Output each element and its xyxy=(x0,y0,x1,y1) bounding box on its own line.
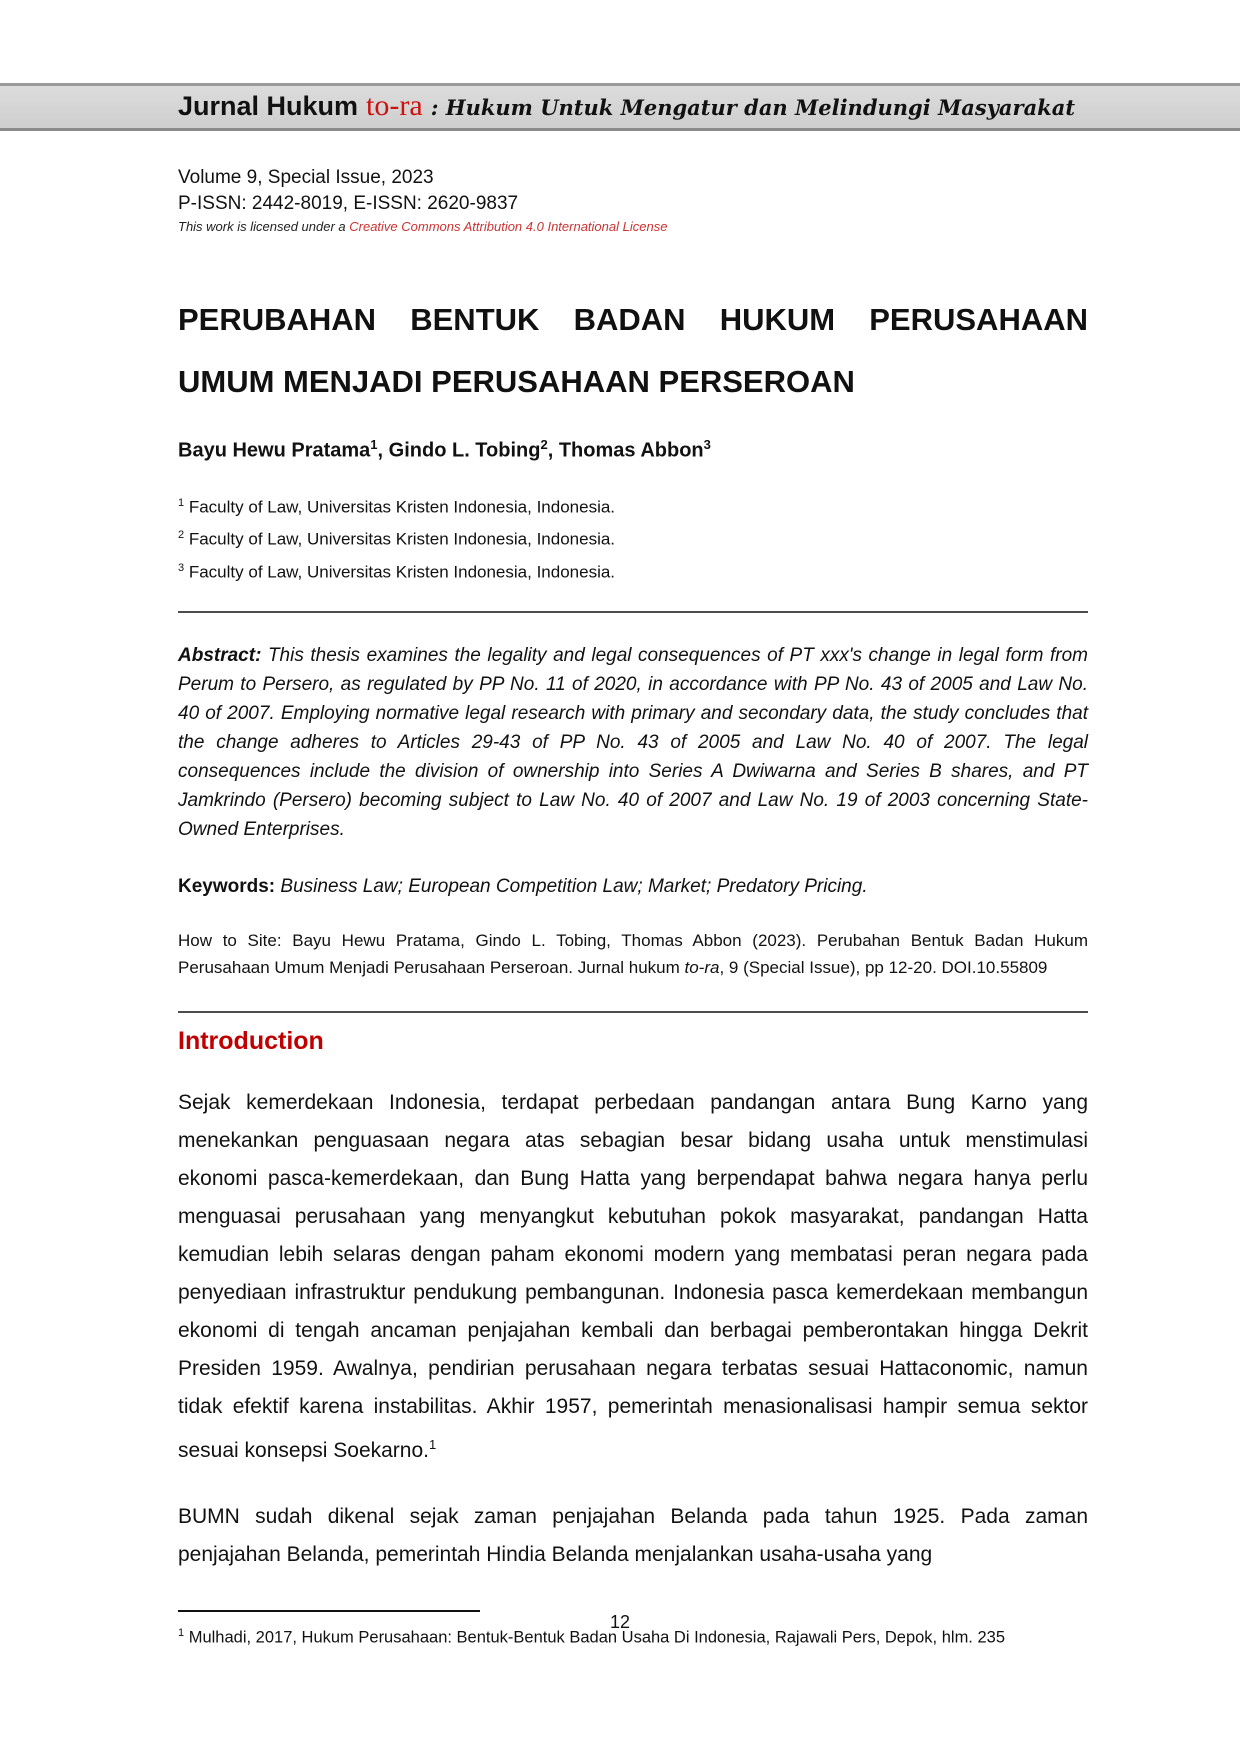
affiliation-text: Faculty of Law, Universitas Kristen Indonesia, Indonesia. xyxy=(184,529,616,549)
footnote-reference: 1 xyxy=(429,1436,437,1452)
footnote-body: Mulhadi, 2017, Hukum Perusahaan: Bentuk-Bentuk Badan Usaha Di Indonesia, Rajawali Pers, Depok, hlm. 235 xyxy=(184,1628,1006,1647)
license-link[interactable]: Creative Commons Attribution 4.0 International License xyxy=(349,219,668,234)
introduction-paragraph-1 xyxy=(178,1084,1088,1470)
abstract-text: This thesis examines the legality and legal consequences of PT xxx's change in legal form from Perum to Persero, as regulated by PP No. 11 of 2020, in accordance with PP No. 43 of 2005 and Law No. 40 of 2007. Employing normative legal research with primary and secondary data, the study concludes that the change adheres to Articles 29-43 of PP No. 43 of 2005 and Law No. 40 of 2007. The legal consequences include the division of ownership into Series A Dwiwarna and Series B shares, and PT Jamkrindo (Persero) becoming subject to Law No. 40 of 2007 and Law No. 19 of 2003 concerning State-Owned Enterprises. xyxy=(178,644,1088,840)
paragraph-text: Sejak kemerdekaan Indonesia, terdapat perbedaan pandangan antara Bung Karno yang menekankan penguasaan negara atas sebagian besar bidang usaha untuk menstimulasi ekonomi pasca-kemerdekaan, dan Bung Hatta yang berpendapat bahwa negara hanya perlu menguasai perusahaan yang menyangkut kebutuhan pokok masyarakat, pandangan Hatta kemudian lebih selaras dengan paham ekonomi modern yang membatasi peran negara pada penyediaan infrastruktur pendukung pembangunan. Indonesia pasca kemerdekaan membangun ekonomi di tengah ancaman penjajahan kembali dan berbagai pemberontakan hingga Dekrit Presiden 1959. Awalnya, pendirian perusahaan negara terbatas sesuai Hattaconomic, namun tidak efektif karena instabilitas. Akhir 1957, pemerintah menasionalisasi hampir semua sektor sesuai konsepsi Soekarno. xyxy=(178,1090,1088,1462)
issn-line: P-ISSN: 2442-8019, E-ISSN: 2620-9837 xyxy=(178,193,519,214)
citation-text: How to Site: Bayu Hewu Pratama, Gindo L. Tobing, Thomas Abbon (2023). Perubahan Bentuk Badan Hukum Perusahaan Umum Menjadi Perusahaan Perseroan. Jurnal hukum xyxy=(178,930,1088,977)
author-separator: , xyxy=(547,439,559,462)
abstract-label: Abstract: xyxy=(178,644,268,666)
citation-text-tail: , 9 (Special Issue), pp 12-20. DOI.10.55809 xyxy=(719,957,1048,977)
author-name: Bayu Hewu Pratama xyxy=(178,439,371,462)
license-prefix: This work is licensed under a xyxy=(178,219,350,234)
journal-name-tora: to-ra xyxy=(366,89,423,122)
journal-header-band xyxy=(0,83,1240,131)
license-line xyxy=(178,217,1088,237)
abstract-paragraph xyxy=(178,641,1088,844)
author-sup: 2 xyxy=(540,437,548,452)
affiliation-line xyxy=(178,489,1088,522)
affiliation-line xyxy=(178,521,1088,554)
citation-journal-name: to-ra xyxy=(684,957,720,977)
affiliation-text: Faculty of Law, Universitas Kristen Indonesia, Indonesia. xyxy=(184,562,616,582)
article-title: PERUBAHAN BENTUK BADAN HUKUM PERUSAHAAN UMUM MENJADI PERUSAHAAN PERSEROAN xyxy=(178,302,1088,399)
author-name: Thomas Abbon xyxy=(558,439,704,462)
page-number: 12 xyxy=(609,1612,631,1632)
journal-subtitle: : Hukum Untuk Mengatur dan Melindungi Masyarakat xyxy=(430,95,1076,120)
affiliation-sup: 1 xyxy=(178,496,185,509)
divider-rule-top xyxy=(178,611,1088,613)
article-content xyxy=(178,131,1088,1651)
authors-line xyxy=(178,437,1088,463)
introduction-paragraph-2: BUMN sudah dikenal sejak zaman penjajahan Belanda pada tahun 1925. Pada zaman penjajahan Belanda, pemerintah Hindia Belanda menjalankan usaha-usaha yang xyxy=(178,1504,1088,1566)
affiliation-text: Faculty of Law, Universitas Kristen Indonesia, Indonesia. xyxy=(184,497,616,517)
keywords-text: Business Law; European Competition Law; Market; Predatory Pricing. xyxy=(280,875,868,897)
author-sup: 1 xyxy=(370,437,378,452)
journal-name: Jurnal Hukum xyxy=(178,91,359,121)
author-separator: , xyxy=(377,439,389,462)
affiliation-line xyxy=(178,554,1088,587)
affiliations-block xyxy=(178,489,1088,587)
author-name: Gindo L. Tobing xyxy=(388,439,541,462)
affiliation-sup: 2 xyxy=(178,529,185,542)
divider-rule-bottom xyxy=(178,1011,1088,1013)
footnote-marker: 1 xyxy=(178,1626,185,1639)
keywords-label: Keywords: xyxy=(178,875,281,897)
volume-line: Volume 9, Special Issue, 2023 xyxy=(178,167,434,188)
how-to-cite xyxy=(178,927,1088,981)
author-sup: 3 xyxy=(703,437,711,452)
introduction-heading: Introduction xyxy=(178,1026,324,1055)
affiliation-sup: 3 xyxy=(178,561,185,574)
keywords-line xyxy=(178,872,1088,901)
